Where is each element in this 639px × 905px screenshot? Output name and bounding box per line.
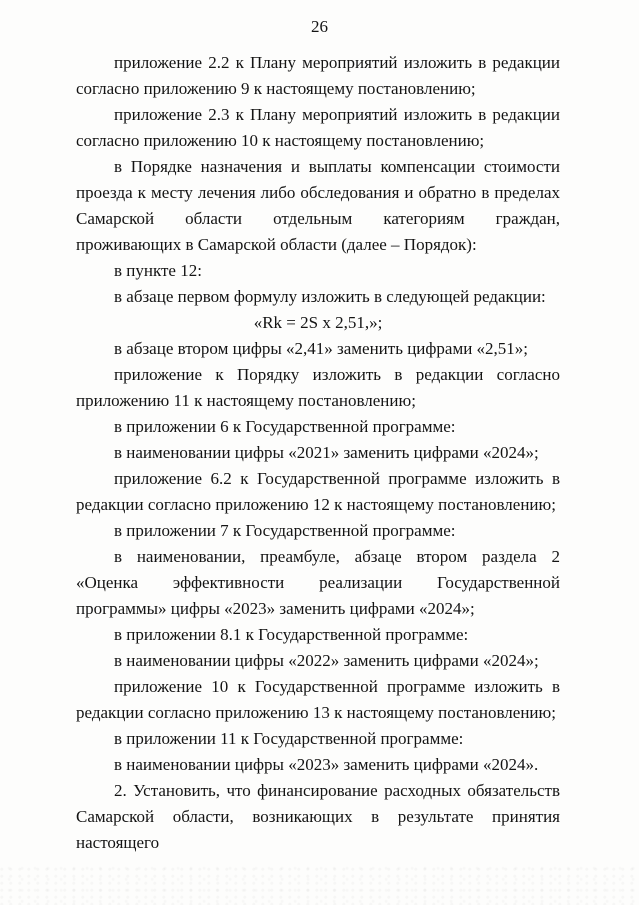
paragraph-appendix-6: в приложении 6 к Государственной программе: [114,417,456,436]
paragraph-appendix-7-title: в наименовании, преамбуле, абзаце втором раздела 2 «Оценка эффективности реализации Государственной программы» цифры «2023» заменить цифрами «2024»; [76,547,560,618]
paragraph-procedure-appendix: приложение к Порядку изложить в редакции согласно приложению 11 к настоящему постановлению; [76,365,560,410]
scan-noise [0,865,639,905]
paragraph-appendix-11: в приложении 11 к Государственной программе: [114,729,464,748]
paragraph-clause-2-funding: 2. Установить, что финансирование расходных обязательств Самарской области, возникающих в результате принятия настоящего [76,781,560,852]
paragraph-appendix-6-2: приложение 6.2 к Государственной программе изложить в редакции согласно приложению 12 к настоящему постановлению; [76,469,560,514]
paragraph-appendix-6-title: в наименовании цифры «2021» заменить цифрами «2024»; [114,443,539,462]
page-number: 26 [311,17,328,36]
paragraph-appendix-8-1: в приложении 8.1 к Государственной программе: [114,625,469,644]
paragraph-appendix-11-title: в наименовании цифры «2023» заменить цифрами «2024». [114,755,539,774]
paragraph-compensation-procedure: в Порядке назначения и выплаты компенсации стоимости проезда к месту лечения либо обследования и обратно в пределах Самарской области отдельным категориям граждан, проживающих в Самарской области (далее – Порядок): [76,157,560,254]
document-body [76,50,560,856]
paragraph-second-subparagraph: в абзаце втором цифры «2,41» заменить цифрами «2,51»; [114,339,529,358]
paragraph-appendix-2-3: приложение 2.3 к Плану мероприятий изложить в редакции согласно приложению 10 к настоящему постановлению; [76,105,560,150]
paragraph-clause-12: в пункте 12: [114,261,202,280]
paragraph-first-subparagraph-formula: в абзаце первом формулу изложить в следующей редакции: [114,287,546,306]
formula: «Rk = 2S x 2,51,»; [253,313,383,332]
paragraph-appendix-8-1-title: в наименовании цифры «2022» заменить цифрами «2024»; [114,651,539,670]
paragraph-appendix-10: приложение 10 к Государственной программе изложить в редакции согласно приложению 13 к настоящему постановлению; [76,677,560,722]
paragraph-appendix-7: в приложении 7 к Государственной программе: [114,521,456,540]
paragraph-appendix-2-2: приложение 2.2 к Плану мероприятий изложить в редакции согласно приложению 9 к настоящему постановлению; [76,53,560,98]
